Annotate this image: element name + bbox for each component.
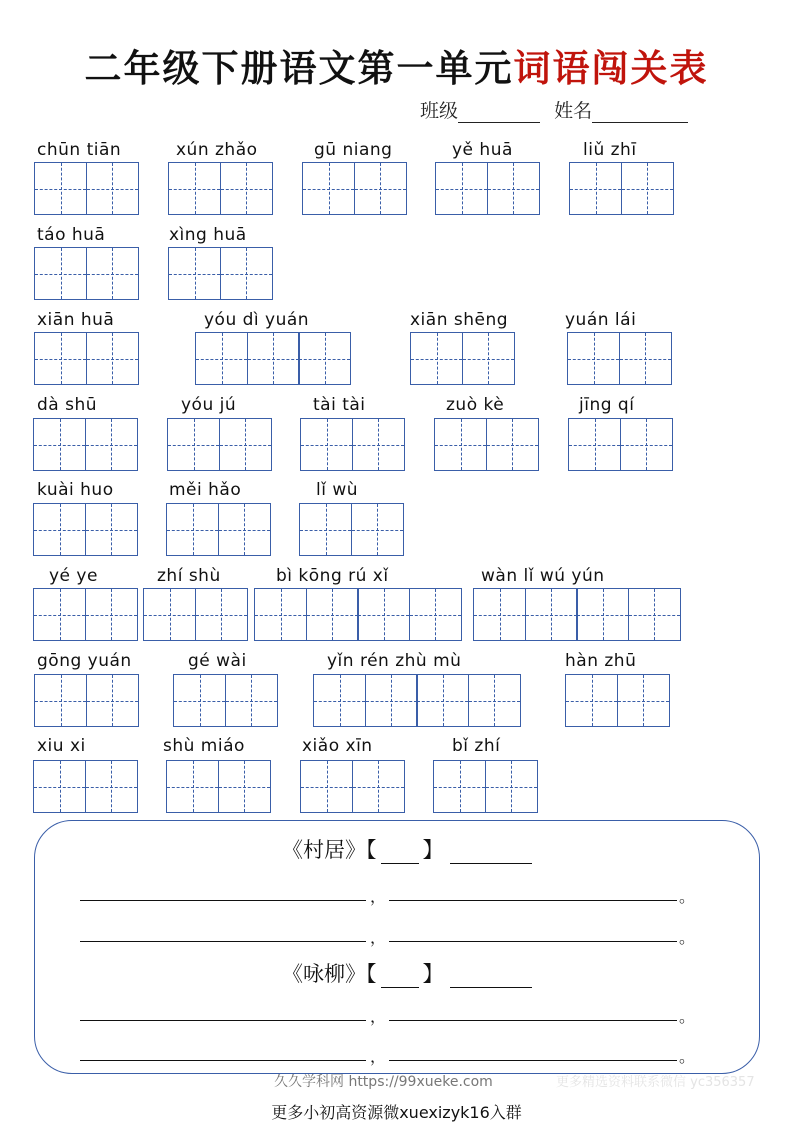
word-grid[interactable] <box>302 162 407 215</box>
page-title <box>0 38 793 92</box>
word-grid[interactable] <box>313 674 521 727</box>
title-main: 二年级下册语文第一单元 <box>84 46 514 90</box>
comma: ， <box>370 1007 387 1026</box>
bracket-open: 【 <box>366 838 377 862</box>
word-grid[interactable] <box>167 418 272 471</box>
period: 。 <box>679 1007 696 1026</box>
word-grid[interactable] <box>166 760 271 813</box>
word-pinyin: xiǎo xīn <box>302 736 373 756</box>
word-grid[interactable] <box>433 760 538 813</box>
word-grid[interactable] <box>435 162 540 215</box>
word-grid[interactable] <box>434 418 539 471</box>
word-pinyin: hàn zhū <box>565 651 637 671</box>
word-grid[interactable] <box>143 588 248 641</box>
word-grid[interactable] <box>34 674 139 727</box>
word-pinyin: liǔ zhī <box>583 140 637 160</box>
word-pinyin: gé wài <box>188 651 247 671</box>
period: 。 <box>679 928 696 947</box>
answer-line[interactable] <box>80 899 366 901</box>
word-pinyin: xiān shēng <box>410 310 509 330</box>
watermark: 久久学科网 https://99xueke.com <box>274 1074 493 1090</box>
word-pinyin: yǐn rén zhù mù <box>327 651 462 671</box>
period: 。 <box>679 887 696 906</box>
word-pinyin: bì kōng rú xǐ <box>276 566 389 586</box>
answer-line[interactable] <box>80 940 366 942</box>
word-pinyin: lǐ wù <box>316 480 359 500</box>
answer-line[interactable] <box>389 899 677 901</box>
word-pinyin: kuài huo <box>37 480 114 500</box>
answer-line[interactable] <box>80 1019 366 1021</box>
word-pinyin: chūn tiān <box>37 140 122 160</box>
word-grid[interactable] <box>168 162 273 215</box>
word-grid[interactable] <box>34 162 139 215</box>
author-blank[interactable] <box>450 967 532 988</box>
word-pinyin: wàn lǐ wú yún <box>481 566 605 586</box>
bracket-open: 【 <box>366 962 377 986</box>
class-name-line <box>420 96 688 123</box>
word-pinyin: gū niang <box>314 140 393 160</box>
bracket-close: 】 <box>422 962 444 986</box>
word-grid[interactable] <box>300 760 405 813</box>
footer-note: 更多小初高资源微xuexizyk16入群 <box>271 1103 522 1122</box>
word-pinyin: shù miáo <box>163 736 245 756</box>
word-grid[interactable] <box>410 332 515 385</box>
word-grid[interactable] <box>34 332 139 385</box>
word-grid[interactable] <box>34 247 139 300</box>
answer-line[interactable] <box>389 1059 677 1061</box>
word-pinyin: gōng yuán <box>37 651 132 671</box>
word-grid[interactable] <box>33 418 138 471</box>
word-grid[interactable] <box>168 247 273 300</box>
answer-line[interactable] <box>80 1059 366 1061</box>
word-pinyin: dà shū <box>37 395 98 415</box>
poem-title: 《咏柳》 <box>282 962 366 986</box>
word-pinyin: zhí shù <box>157 566 221 586</box>
word-grid[interactable] <box>33 588 138 641</box>
word-pinyin: yóu jú <box>181 395 237 415</box>
poem-heading <box>282 958 532 988</box>
author-blank[interactable] <box>450 843 532 864</box>
word-pinyin: xiu xi <box>37 736 86 756</box>
comma: ， <box>370 928 387 947</box>
faint-watermark: 更多精选资料联系微信 yc356357 <box>556 1075 755 1090</box>
name-blank[interactable] <box>592 104 688 123</box>
word-pinyin: jīng qí <box>579 395 635 415</box>
comma: ， <box>370 1047 387 1066</box>
word-grid[interactable] <box>173 674 278 727</box>
dynasty-blank[interactable] <box>381 967 419 988</box>
answer-line[interactable] <box>389 1019 677 1021</box>
word-pinyin: xìng huā <box>169 225 247 245</box>
word-pinyin: tài tài <box>313 395 366 415</box>
word-grid[interactable] <box>300 418 405 471</box>
name-label: 姓名 <box>554 100 593 122</box>
answer-line[interactable] <box>389 940 677 942</box>
comma: ， <box>370 887 387 906</box>
dynasty-blank[interactable] <box>381 843 419 864</box>
word-pinyin: táo huā <box>37 225 106 245</box>
word-grid[interactable] <box>254 588 462 641</box>
word-grid[interactable] <box>33 760 138 813</box>
class-label: 班级 <box>420 100 459 122</box>
bracket-close: 】 <box>422 838 444 862</box>
class-blank[interactable] <box>458 104 540 123</box>
word-grid[interactable] <box>299 503 404 556</box>
period: 。 <box>679 1047 696 1066</box>
word-grid[interactable] <box>473 588 681 641</box>
word-grid[interactable] <box>569 162 674 215</box>
poem-title: 《村居》 <box>282 838 366 862</box>
word-pinyin: yuán lái <box>565 310 637 330</box>
word-grid[interactable] <box>33 503 138 556</box>
word-pinyin: yě huā <box>452 140 513 160</box>
word-grid[interactable] <box>568 418 673 471</box>
poem-heading <box>282 834 532 864</box>
word-pinyin: měi hǎo <box>169 480 242 500</box>
word-pinyin: yóu dì yuán <box>204 310 310 330</box>
word-pinyin: xún zhǎo <box>176 140 258 160</box>
word-grid[interactable] <box>567 332 672 385</box>
word-pinyin: yé ye <box>49 566 98 586</box>
word-pinyin: zuò kè <box>446 395 505 415</box>
word-pinyin: xiān huā <box>37 310 115 330</box>
word-grid[interactable] <box>565 674 670 727</box>
word-grid[interactable] <box>195 332 351 385</box>
word-grid[interactable] <box>166 503 271 556</box>
word-pinyin: bǐ zhí <box>452 736 501 756</box>
title-highlight: 词语闯关表 <box>513 46 709 90</box>
